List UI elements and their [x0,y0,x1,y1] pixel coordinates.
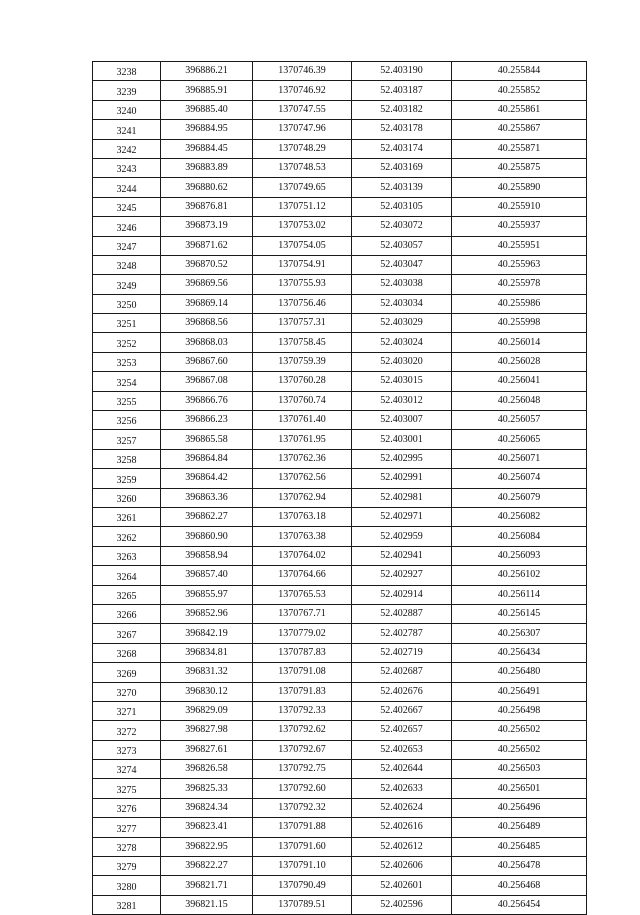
y-coordinate-cell: 1370765.53 [253,585,352,604]
point-number-cell: 3250 [93,294,161,313]
x-coordinate-cell: 396829.09 [161,701,253,720]
longitude-cell: 40.256480 [452,663,587,682]
longitude-cell: 40.256498 [452,701,587,720]
x-coordinate-cell: 396830.12 [161,682,253,701]
y-coordinate-cell: 1370791.60 [253,837,352,856]
point-number-cell: 3266 [93,604,161,623]
longitude-cell: 40.255998 [452,314,587,333]
y-coordinate-cell: 1370753.02 [253,217,352,236]
longitude-cell: 40.255861 [452,100,587,119]
longitude-cell: 40.256434 [452,643,587,662]
x-coordinate-cell: 396868.03 [161,333,253,352]
x-coordinate-cell: 396885.40 [161,100,253,119]
point-number-cell: 3263 [93,546,161,565]
table-row [93,604,587,623]
table-row [93,818,587,837]
y-coordinate-cell: 1370762.94 [253,488,352,507]
point-number-cell: 3239 [93,81,161,100]
y-coordinate-cell: 1370787.83 [253,643,352,662]
table-row [93,217,587,236]
point-number-cell: 3272 [93,721,161,740]
table-row [93,236,587,255]
x-coordinate-cell: 396855.97 [161,585,253,604]
point-number-cell: 3248 [93,255,161,274]
y-coordinate-cell: 1370746.92 [253,81,352,100]
y-coordinate-cell: 1370761.40 [253,411,352,430]
y-coordinate-cell: 1370764.02 [253,546,352,565]
y-coordinate-cell: 1370758.45 [253,333,352,352]
x-coordinate-cell: 396869.14 [161,294,253,313]
x-coordinate-cell: 396871.62 [161,236,253,255]
x-coordinate-cell: 396860.90 [161,527,253,546]
x-coordinate-cell: 396873.19 [161,217,253,236]
point-number-cell: 3238 [93,62,161,81]
x-coordinate-cell: 396852.96 [161,604,253,623]
longitude-cell: 40.256093 [452,546,587,565]
point-number-cell: 3281 [93,895,161,914]
x-coordinate-cell: 396826.58 [161,760,253,779]
table-row [93,857,587,876]
y-coordinate-cell: 1370762.36 [253,449,352,468]
table-row [93,62,587,81]
x-coordinate-cell: 396827.61 [161,740,253,759]
longitude-cell: 40.256014 [452,333,587,352]
table-row [93,469,587,488]
y-coordinate-cell: 1370747.55 [253,100,352,119]
x-coordinate-cell: 396863.36 [161,488,253,507]
point-number-cell: 3276 [93,798,161,817]
latitude-cell: 52.403139 [352,178,452,197]
y-coordinate-cell: 1370791.83 [253,682,352,701]
point-number-cell: 3254 [93,372,161,391]
y-coordinate-cell: 1370760.28 [253,372,352,391]
longitude-cell: 40.255937 [452,217,587,236]
longitude-cell: 40.255951 [452,236,587,255]
point-number-cell: 3256 [93,411,161,430]
y-coordinate-cell: 1370749.65 [253,178,352,197]
y-coordinate-cell: 1370747.96 [253,120,352,139]
longitude-cell: 40.256502 [452,721,587,740]
table-row [93,527,587,546]
table-row [93,352,587,371]
x-coordinate-cell: 396880.62 [161,178,253,197]
longitude-cell: 40.256057 [452,411,587,430]
y-coordinate-cell: 1370751.12 [253,197,352,216]
latitude-cell: 52.403174 [352,139,452,158]
latitude-cell: 52.402676 [352,682,452,701]
point-number-cell: 3257 [93,430,161,449]
x-coordinate-cell: 396869.56 [161,275,253,294]
table-row [93,139,587,158]
latitude-cell: 52.403012 [352,391,452,410]
x-coordinate-cell: 396876.81 [161,197,253,216]
table-row [93,760,587,779]
y-coordinate-cell: 1370761.95 [253,430,352,449]
latitude-cell: 52.403169 [352,158,452,177]
latitude-cell: 52.402667 [352,701,452,720]
longitude-cell: 40.256485 [452,837,587,856]
latitude-cell: 52.403020 [352,352,452,371]
table-row [93,449,587,468]
latitude-cell: 52.403057 [352,236,452,255]
latitude-cell: 52.402644 [352,760,452,779]
longitude-cell: 40.256102 [452,566,587,585]
longitude-cell: 40.256491 [452,682,587,701]
x-coordinate-cell: 396866.76 [161,391,253,410]
x-coordinate-cell: 396821.71 [161,876,253,895]
y-coordinate-cell: 1370748.29 [253,139,352,158]
table-row [93,643,587,662]
longitude-cell: 40.255867 [452,120,587,139]
point-number-cell: 3258 [93,449,161,468]
table-row [93,682,587,701]
table-row [93,876,587,895]
table-row [93,566,587,585]
point-number-cell: 3267 [93,624,161,643]
point-number-cell: 3278 [93,837,161,856]
longitude-cell: 40.255875 [452,158,587,177]
table-row [93,391,587,410]
latitude-cell: 52.402914 [352,585,452,604]
table-row [93,120,587,139]
x-coordinate-cell: 396866.23 [161,411,253,430]
longitude-cell: 40.255871 [452,139,587,158]
longitude-cell: 40.255978 [452,275,587,294]
y-coordinate-cell: 1370755.93 [253,275,352,294]
table-row [93,779,587,798]
latitude-cell: 52.402596 [352,895,452,914]
y-coordinate-cell: 1370792.33 [253,701,352,720]
point-number-cell: 3274 [93,760,161,779]
latitude-cell: 52.402616 [352,818,452,837]
longitude-cell: 40.256084 [452,527,587,546]
y-coordinate-cell: 1370791.08 [253,663,352,682]
x-coordinate-cell: 396821.15 [161,895,253,914]
latitude-cell: 52.403105 [352,197,452,216]
table-row [93,333,587,352]
latitude-cell: 52.402624 [352,798,452,817]
point-number-cell: 3271 [93,701,161,720]
y-coordinate-cell: 1370748.53 [253,158,352,177]
x-coordinate-cell: 396831.32 [161,663,253,682]
y-coordinate-cell: 1370790.49 [253,876,352,895]
x-coordinate-cell: 396822.27 [161,857,253,876]
latitude-cell: 52.402887 [352,604,452,623]
latitude-cell: 52.403072 [352,217,452,236]
table-row [93,178,587,197]
table-row [93,546,587,565]
y-coordinate-cell: 1370746.39 [253,62,352,81]
latitude-cell: 52.403024 [352,333,452,352]
point-number-cell: 3268 [93,643,161,662]
point-number-cell: 3252 [93,333,161,352]
latitude-cell: 52.402959 [352,527,452,546]
y-coordinate-cell: 1370754.05 [253,236,352,255]
latitude-cell: 52.403190 [352,62,452,81]
latitude-cell: 52.402787 [352,624,452,643]
longitude-cell: 40.256496 [452,798,587,817]
table-row [93,624,587,643]
latitude-cell: 52.402601 [352,876,452,895]
latitude-cell: 52.403001 [352,430,452,449]
table-row [93,411,587,430]
latitude-cell: 52.402927 [352,566,452,585]
point-number-cell: 3259 [93,469,161,488]
y-coordinate-cell: 1370767.71 [253,604,352,623]
latitude-cell: 52.402657 [352,721,452,740]
longitude-cell: 40.256071 [452,449,587,468]
longitude-cell: 40.256079 [452,488,587,507]
longitude-cell: 40.256501 [452,779,587,798]
point-number-cell: 3273 [93,740,161,759]
x-coordinate-cell: 396827.98 [161,721,253,740]
latitude-cell: 52.403034 [352,294,452,313]
point-number-cell: 3265 [93,585,161,604]
longitude-cell: 40.255844 [452,62,587,81]
y-coordinate-cell: 1370792.62 [253,721,352,740]
y-coordinate-cell: 1370759.39 [253,352,352,371]
y-coordinate-cell: 1370763.18 [253,507,352,526]
point-number-cell: 3277 [93,818,161,837]
table-row [93,430,587,449]
x-coordinate-cell: 396865.58 [161,430,253,449]
y-coordinate-cell: 1370760.74 [253,391,352,410]
longitude-cell: 40.256028 [452,352,587,371]
table-row [93,255,587,274]
y-coordinate-cell: 1370754.91 [253,255,352,274]
y-coordinate-cell: 1370792.60 [253,779,352,798]
table-row [93,314,587,333]
longitude-cell: 40.256502 [452,740,587,759]
y-coordinate-cell: 1370792.75 [253,760,352,779]
table-row [93,585,587,604]
latitude-cell: 52.402719 [352,643,452,662]
latitude-cell: 52.403007 [352,411,452,430]
longitude-cell: 40.256074 [452,469,587,488]
longitude-cell: 40.256478 [452,857,587,876]
y-coordinate-cell: 1370792.32 [253,798,352,817]
latitude-cell: 52.403182 [352,100,452,119]
longitude-cell: 40.256082 [452,507,587,526]
table-row [93,798,587,817]
y-coordinate-cell: 1370763.38 [253,527,352,546]
latitude-cell: 52.403015 [352,372,452,391]
longitude-cell: 40.255963 [452,255,587,274]
table-row [93,488,587,507]
latitude-cell: 52.402606 [352,857,452,876]
longitude-cell: 40.256048 [452,391,587,410]
latitude-cell: 52.402995 [352,449,452,468]
latitude-cell: 52.402981 [352,488,452,507]
longitude-cell: 40.256065 [452,430,587,449]
point-number-cell: 3246 [93,217,161,236]
longitude-cell: 40.255852 [452,81,587,100]
point-number-cell: 3241 [93,120,161,139]
latitude-cell: 52.402687 [352,663,452,682]
x-coordinate-cell: 396862.27 [161,507,253,526]
latitude-cell: 52.403047 [352,255,452,274]
x-coordinate-cell: 396886.21 [161,62,253,81]
y-coordinate-cell: 1370792.67 [253,740,352,759]
point-number-cell: 3269 [93,663,161,682]
latitude-cell: 52.402612 [352,837,452,856]
table-row [93,663,587,682]
table-row [93,158,587,177]
point-number-cell: 3270 [93,682,161,701]
x-coordinate-cell: 396857.40 [161,566,253,585]
longitude-cell: 40.255890 [452,178,587,197]
latitude-cell: 52.402991 [352,469,452,488]
x-coordinate-cell: 396864.84 [161,449,253,468]
x-coordinate-cell: 396884.45 [161,139,253,158]
x-coordinate-cell: 396823.41 [161,818,253,837]
table-row [93,740,587,759]
latitude-cell: 52.402941 [352,546,452,565]
longitude-cell: 40.256114 [452,585,587,604]
x-coordinate-cell: 396822.95 [161,837,253,856]
point-number-cell: 3244 [93,178,161,197]
coordinates-table-body [93,62,587,915]
table-row [93,837,587,856]
table-row [93,275,587,294]
point-number-cell: 3242 [93,139,161,158]
x-coordinate-cell: 396867.08 [161,372,253,391]
table-row [93,81,587,100]
table-row [93,197,587,216]
longitude-cell: 40.256489 [452,818,587,837]
point-number-cell: 3280 [93,876,161,895]
coordinates-table [92,61,587,915]
x-coordinate-cell: 396883.89 [161,158,253,177]
x-coordinate-cell: 396824.34 [161,798,253,817]
y-coordinate-cell: 1370791.10 [253,857,352,876]
x-coordinate-cell: 396868.56 [161,314,253,333]
table-row [93,294,587,313]
latitude-cell: 52.402653 [352,740,452,759]
y-coordinate-cell: 1370764.66 [253,566,352,585]
point-number-cell: 3245 [93,197,161,216]
point-number-cell: 3262 [93,527,161,546]
y-coordinate-cell: 1370789.51 [253,895,352,914]
table-row [93,721,587,740]
latitude-cell: 52.403187 [352,81,452,100]
longitude-cell: 40.256503 [452,760,587,779]
point-number-cell: 3249 [93,275,161,294]
x-coordinate-cell: 396884.95 [161,120,253,139]
x-coordinate-cell: 396867.60 [161,352,253,371]
x-coordinate-cell: 396858.94 [161,546,253,565]
point-number-cell: 3243 [93,158,161,177]
point-number-cell: 3255 [93,391,161,410]
longitude-cell: 40.255910 [452,197,587,216]
table-row [93,701,587,720]
latitude-cell: 52.402971 [352,507,452,526]
latitude-cell: 52.403178 [352,120,452,139]
y-coordinate-cell: 1370791.88 [253,818,352,837]
point-number-cell: 3261 [93,507,161,526]
point-number-cell: 3264 [93,566,161,585]
longitude-cell: 40.256307 [452,624,587,643]
point-number-cell: 3279 [93,857,161,876]
point-number-cell: 3260 [93,488,161,507]
longitude-cell: 40.256145 [452,604,587,623]
longitude-cell: 40.255986 [452,294,587,313]
x-coordinate-cell: 396864.42 [161,469,253,488]
y-coordinate-cell: 1370756.46 [253,294,352,313]
table-row [93,507,587,526]
x-coordinate-cell: 396834.81 [161,643,253,662]
latitude-cell: 52.403029 [352,314,452,333]
point-number-cell: 3253 [93,352,161,371]
longitude-cell: 40.256454 [452,895,587,914]
y-coordinate-cell: 1370779.02 [253,624,352,643]
y-coordinate-cell: 1370762.56 [253,469,352,488]
x-coordinate-cell: 396825.33 [161,779,253,798]
x-coordinate-cell: 396885.91 [161,81,253,100]
longitude-cell: 40.256468 [452,876,587,895]
point-number-cell: 3275 [93,779,161,798]
point-number-cell: 3251 [93,314,161,333]
latitude-cell: 52.402633 [352,779,452,798]
x-coordinate-cell: 396842.19 [161,624,253,643]
longitude-cell: 40.256041 [452,372,587,391]
table-row [93,372,587,391]
latitude-cell: 52.403038 [352,275,452,294]
x-coordinate-cell: 396870.52 [161,255,253,274]
point-number-cell: 3240 [93,100,161,119]
table-row [93,100,587,119]
point-number-cell: 3247 [93,236,161,255]
y-coordinate-cell: 1370757.31 [253,314,352,333]
